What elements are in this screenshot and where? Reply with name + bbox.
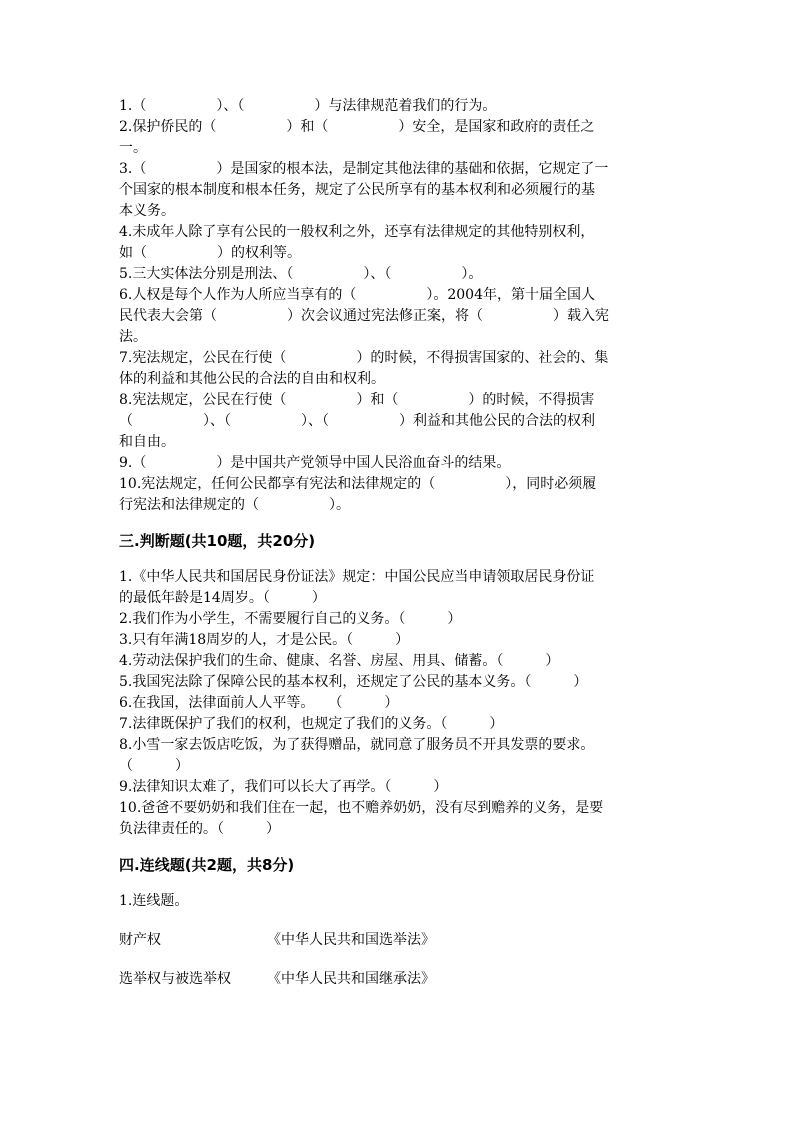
- question-line: 4.未成年人除了享有公民的一般权利之外，还享有法律规定的其他特别权利，: [119, 224, 595, 240]
- question-line: 6.人权是每个人作为人所应当享有的（ ）。2004年，第十届全国人: [119, 287, 595, 303]
- question-line: 10.宪法规定，任何公民都享有宪法和法律规定的（ ），同时必须履: [119, 476, 597, 492]
- matching-pairs: [119, 930, 679, 990]
- question-line: 行宪法和法律规定的（ ）。: [119, 497, 350, 513]
- section-3-title: 三.判断题(共10题，共20分): [119, 532, 316, 550]
- question-line: 负法律责任的。（ ）: [119, 821, 280, 837]
- question-line: 体的利益和其他公民的合法的自由和权利。: [119, 371, 385, 387]
- question-line: 的最低年龄是14周岁。（ ）: [119, 590, 326, 606]
- question-line: 7.法律既保护了我们的权利，也规定了我们的义务。（ ）: [119, 716, 504, 732]
- document-page: [119, 96, 679, 998]
- question-line: 8.宪法规定，公民在行使（ ）和（ ）的时候，不得损害: [119, 392, 595, 408]
- matching-row: [119, 930, 679, 951]
- question-line: 如（ ）的权利等。: [119, 245, 301, 261]
- matching-left-item[interactable]: 财产权: [119, 932, 161, 948]
- fill-blank-questions: [119, 96, 679, 516]
- question-line: （ ）、（ ）、（ ）利益和其他公民的合法的权利: [119, 413, 595, 429]
- question-line: 2.我们作为小学生，不需要履行自己的义务。（ ）: [119, 611, 462, 627]
- matching-left-item[interactable]: 选举权与被选举权: [119, 971, 231, 987]
- section-4-title: 四.连线题(共2题，共8分): [119, 856, 295, 874]
- question-line: 4.劳动法保护我们的生命、健康、名誉、房屋、用具、储蓄。（ ）: [119, 653, 560, 669]
- question-line: 2.保护侨民的（ ）和（ ）安全，是国家和政府的责任之: [119, 119, 595, 135]
- question-line: 本义务。: [119, 203, 175, 219]
- question-line: （ ）: [119, 758, 189, 774]
- question-line: 6.在我国，法律面前人人平等。 （ ）: [119, 695, 399, 711]
- matching-right-item[interactable]: 《中华人民共和国继承法》: [267, 971, 435, 987]
- matching-row: [119, 969, 679, 990]
- question-line: 5.我国宪法除了保障公民的基本权利，还规定了公民的基本义务。（ ）: [119, 674, 588, 690]
- question-line: 和自由。: [119, 434, 175, 450]
- question-line: 8.小雪一家去饭店吃饭，为了获得赠品，就同意了服务员不开具发票的要求。: [119, 737, 595, 753]
- question-line: 1.（ ）、（ ）与法律规范着我们的行为。: [119, 98, 497, 114]
- true-false-questions: [119, 567, 679, 840]
- matching-instruction: 1.连线题。: [119, 893, 189, 909]
- question-line: 3.只有年满18周岁的人，才是公民。（ ）: [119, 632, 410, 648]
- question-line: 民代表大会第（ ）次会议通过宪法修正案，将（ ）载入宪: [119, 308, 609, 324]
- question-line: 3.（ ）是国家的根本法，是制定其他法律的基础和依据，它规定了一: [119, 161, 609, 177]
- question-line: 9.法律知识太难了，我们可以长大了再学。（ ）: [119, 779, 448, 795]
- question-line: 法。: [119, 329, 147, 345]
- question-line: 10.爸爸不要奶奶和我们住在一起，也不赡养奶奶，没有尽到赡养的义务，是要: [119, 800, 604, 816]
- question-line: 个国家的根本制度和根本任务，规定了公民所享有的基本权利和必须履行的基: [119, 182, 595, 198]
- question-line: 9.（ ）是中国共产党领导中国人民浴血奋斗的结果。: [119, 455, 511, 471]
- matching-right-item[interactable]: 《中华人民共和国选举法》: [267, 932, 435, 948]
- question-line: 一。: [119, 140, 147, 156]
- question-line: 7.宪法规定，公民在行使（ ）的时候，不得损害国家的、社会的、集: [119, 350, 609, 366]
- question-line: 5.三大实体法分别是刑法、（ ）、（ ）。: [119, 266, 483, 282]
- question-line: 1.《中华人民共和国居民身份证法》规定：中国公民应当申请领取居民身份证: [119, 569, 595, 585]
